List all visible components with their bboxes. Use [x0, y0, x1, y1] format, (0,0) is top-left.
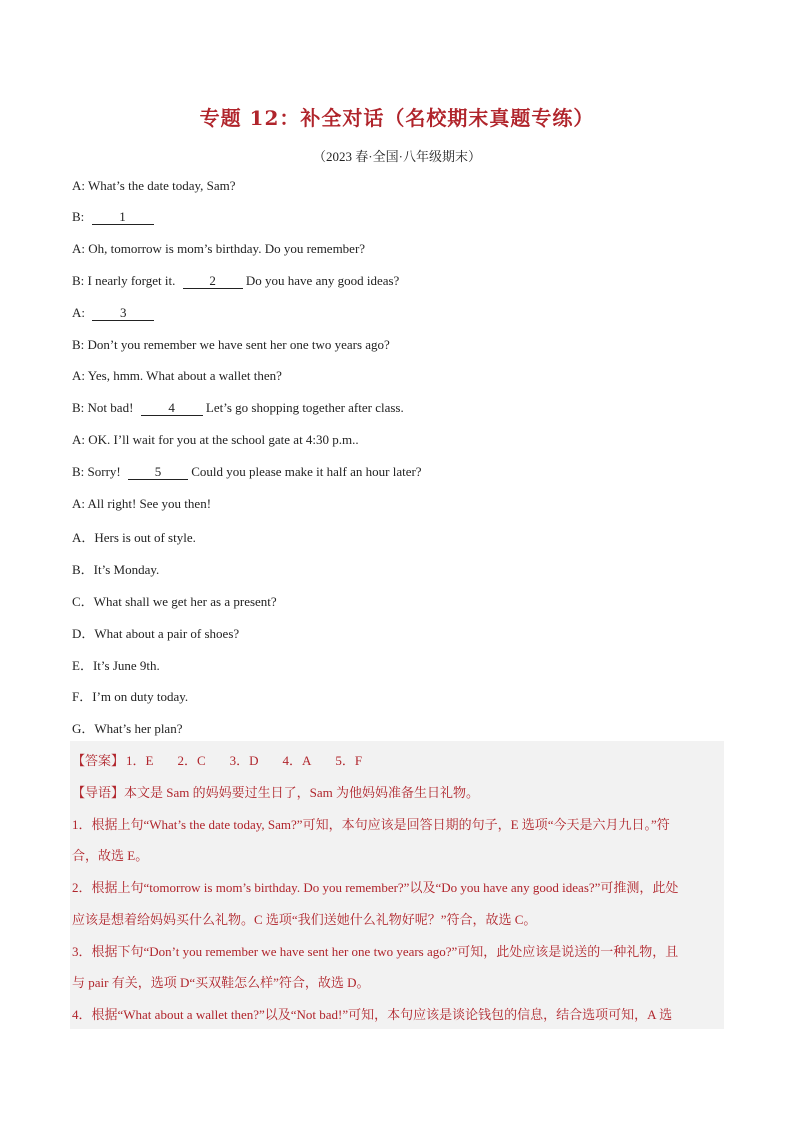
dialogue-line — [72, 305, 154, 321]
explanation-line: 1．根据上句“What’s the date today, Sam?”可知，本句应该是回答日期的句子，E 选项“今天是六月九日。”符 — [72, 817, 670, 832]
answer-item: 4．A — [282, 753, 312, 768]
speaker: A: — [72, 368, 85, 383]
guide-text: 本文是 Sam 的妈妈要过生日了，Sam 为他妈妈准备生日礼物。 — [124, 785, 479, 800]
dialogue-text: Not bad! — [87, 400, 134, 415]
guide-tag: 【导语】 — [72, 786, 125, 801]
answer-blank: 4 — [141, 401, 203, 416]
answer-item: 1．E — [126, 753, 154, 768]
explanation-line: 合，故选 E。 — [72, 848, 149, 863]
dialogue-line — [72, 241, 365, 257]
dialogue-text: All right! See you then! — [87, 496, 212, 511]
dialogue-line — [72, 400, 404, 416]
dialogue-line — [72, 368, 282, 384]
answer-item: 3．D — [229, 753, 259, 768]
dialogue-text: Let’s go shopping together after class. — [205, 400, 404, 415]
speaker: A: — [72, 432, 85, 447]
option-letter: E． — [72, 658, 93, 673]
option-text: What shall we get her as a present? — [93, 594, 277, 609]
speaker: A: — [72, 305, 85, 320]
answer-item: 5．F — [335, 753, 363, 768]
dialogue-line — [72, 337, 390, 353]
answer-blank: 2 — [183, 274, 243, 289]
option-letter: C． — [72, 594, 94, 609]
option-text: It’s Monday. — [93, 562, 160, 577]
answer-blank: 5 — [128, 465, 188, 480]
dialogue-line — [72, 432, 359, 448]
explanation-line: 与 pair 有关，选项 D“买双鞋怎么样”符合，故选 D。 — [72, 975, 370, 990]
speaker: B: — [72, 209, 85, 224]
explanation-line: 3．根据下句“Don’t you remember we have sent her one two years ago?”可知，此处应该是说送的一种礼物，且 — [72, 944, 679, 959]
speaker: B: — [72, 273, 85, 288]
dialogue-text: Don’t you remember we have sent her one two years ago? — [87, 337, 390, 352]
answer-blank: 3 — [92, 306, 154, 321]
dialogue-text: I nearly forget it. — [87, 273, 176, 288]
answer-line — [72, 750, 386, 769]
dialogue-text: Oh, tomorrow is mom’s birthday. Do you remember? — [88, 241, 366, 256]
guide-line — [72, 782, 479, 801]
option-item — [72, 655, 160, 674]
dialogue-line — [72, 178, 236, 194]
dialogue-text: Do you have any good ideas? — [245, 273, 400, 288]
option-item — [72, 591, 277, 610]
option-text: I’m on duty today. — [92, 689, 189, 704]
dialogue-line — [72, 496, 211, 512]
speaker: A: — [72, 178, 85, 193]
dialogue-text: OK. I’ll wait for you at the school gate at 4:30 p.m.. — [88, 432, 359, 447]
explanation-line: 2．根据上句“tomorrow is mom’s birthday. Do you remember?”以及“Do you have any good ideas?”可推测，此处 — [72, 880, 679, 895]
option-letter: G． — [72, 721, 95, 736]
answer-blank: 1 — [92, 210, 154, 225]
dialogue-text: Could you please make it half an hour later? — [191, 464, 422, 479]
speaker: B: — [72, 337, 85, 352]
answer-tag: 【答案】 — [72, 754, 125, 769]
option-item — [72, 559, 159, 578]
dialogue-text: Yes, hmm. What about a wallet then? — [87, 368, 282, 383]
dialogue-text: Sorry! — [87, 464, 121, 479]
answer-item: 2．C — [177, 753, 206, 768]
option-letter: D． — [72, 626, 95, 641]
page-title: 专题 12：补全对话（名校期末真题专练） — [199, 106, 595, 130]
explanation-line: 4．根据“What about a wallet then?”以及“Not bad!”可知，本句应该是谈论钱包的信息，结合选项可知，A 选 — [72, 1007, 673, 1022]
speaker: A: — [72, 241, 85, 256]
dialogue-line — [72, 209, 154, 225]
option-item — [72, 527, 196, 546]
source-note: （2023 春·全国·八年级期末） — [313, 149, 481, 164]
option-letter: A． — [72, 530, 95, 545]
speaker: B: — [72, 400, 85, 415]
dialogue-line — [72, 273, 399, 289]
speaker: B: — [72, 464, 85, 479]
dialogue-line — [72, 464, 422, 480]
option-item — [72, 686, 188, 705]
option-text: It’s June 9th. — [92, 658, 160, 673]
speaker: A: — [72, 496, 85, 511]
dialogue-text: What’s the date today, Sam? — [88, 178, 236, 193]
option-letter: B． — [72, 562, 94, 577]
option-text: What about a pair of shoes? — [94, 626, 240, 641]
option-text: What’s her plan? — [94, 721, 183, 736]
explanation-line: 应该是想着给妈妈买什么礼物。C 选项“我们送她什么礼物好呢？”符合，故选 C。 — [72, 912, 537, 927]
option-letter: F． — [72, 689, 93, 704]
option-item — [72, 623, 239, 642]
option-item — [72, 718, 182, 737]
option-text: Hers is out of style. — [94, 530, 196, 545]
